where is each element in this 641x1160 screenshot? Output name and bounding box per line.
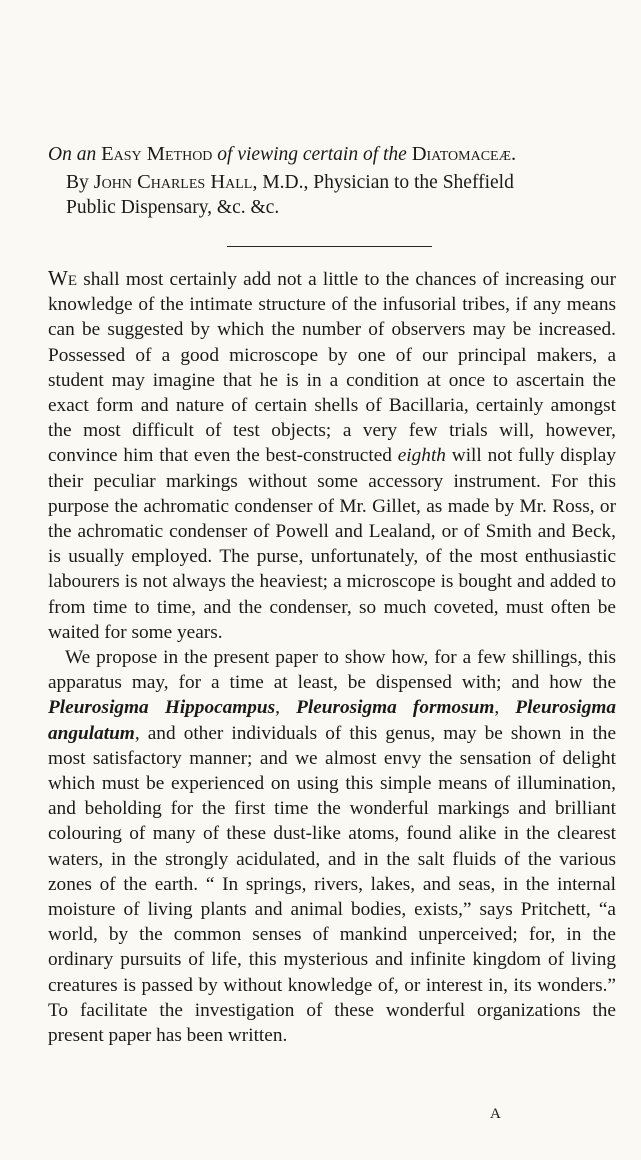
paragraph-1-lead: We: [48, 266, 77, 290]
signature-mark: A: [490, 1106, 502, 1122]
species-angulatum: Pleurosigma angulatum: [48, 697, 616, 744]
paragraph-2-text-a: We propose in the present paper to show how, for a few shillings, this apparatus may, for a time at least, be dispensed with; and how the: [48, 647, 616, 694]
byline-by: By: [66, 172, 89, 193]
byline-author: John Charles Hall,: [93, 171, 258, 193]
species-formosum: Pleurosigma formosum: [296, 697, 495, 719]
species-sep-1: ,: [275, 697, 297, 719]
title-diatomaceae: Diatomaceæ.: [411, 143, 517, 165]
species-hippocampus: Pleurosigma Hippocampus: [48, 697, 276, 719]
byline-line2: Public Dispensary, &c. &c.: [66, 197, 280, 218]
paragraph-1-eighth: eighth: [397, 445, 446, 467]
title-of-viewing: of viewing certain of the: [217, 144, 407, 165]
byline-credentials: M.D., Physician to the Sheffield: [262, 172, 514, 193]
paragraph-2: [48, 645, 616, 1048]
species-sep-2: ,: [494, 697, 516, 719]
article-title: [48, 142, 608, 167]
paragraph-1-text-b: will not fully display their peculiar markings without some accessory instrument. For this purpose the achromatic condenser of Mr. Gillet, as made by Mr. Ross, or the achromatic condenser of Powell and Lealand, or of Smith and Beck, is usually employed. The purse, unfortunately, of the most enthusiastic labourers is not always the heaviest; a microscope is bought and added to from time to time, and the condenser, so much coveted, must often be waited for some years.: [48, 445, 616, 643]
article-body: [48, 266, 616, 1048]
paragraph-1-text-a: shall most certainly add not a little to the chances of increasing our knowledge of the intimate structure of the infusorial tribes, if any means can be suggested by which the number of observers may be increased. Possessed of a good microscope by one of our principal makers, a student may imagine that he is in a condition at once to ascertain the exact form and nature of certain shells of Bacillaria, certainly amongst the most difficult of test objects; a very few trials will, however, convince him that even the best-constructed: [48, 269, 616, 467]
title-divider: [227, 246, 432, 247]
title-on-an: On an: [48, 144, 97, 165]
author-byline: [66, 170, 616, 220]
title-easy-method: Easy Method: [101, 143, 213, 165]
paragraph-2-text-b: , and other individuals of this genus, may be shown in the most satisfactory manner; and we almost envy the sensation of delight which must be experienced on using this simple means of illumination, and beholding for the first time the wonderful markings and brilliant colouring of many of these dust-like atoms, found alike in the clearest waters, in the strongly acidulated, and in the salt fluids of the various zones of the earth. “ In springs, rivers, lakes, and seas, in the internal moisture of living plants and animal bodies, exists,” says Pritchett, “a world, by the common senses of mankind unperceived; for, in the ordinary pursuits of life, this mysterious and infinite kingdom of living creatures is passed by without knowledge of, or interest in, its wonders.” To facilitate the investigation of these wonderful organizations the present paper has been written.: [48, 722, 616, 1047]
paragraph-1: [48, 266, 616, 645]
